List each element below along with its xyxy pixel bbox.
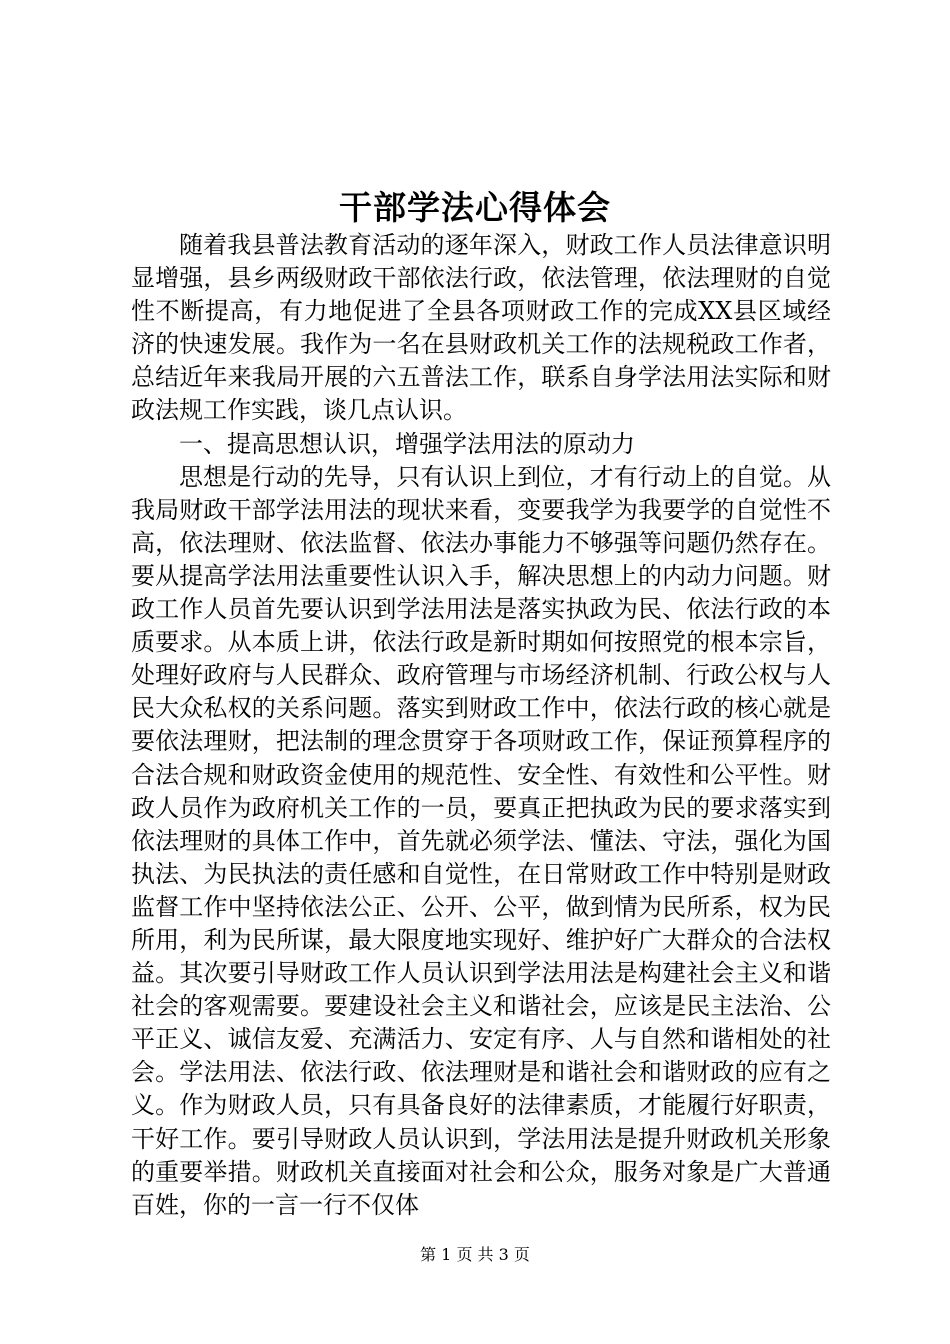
paragraph-section-1: 思想是行动的先导，只有认识上到位，才有行动上的自觉。从我局财政干部学法用法的现状来看，变要我学为我要学的自觉性不高，依法理财、依法监督、依法办事能力不够强等问题仍然存在。要从提高学法用法重要性认识入手，解决思想上的内动力问题。财政工作人员首先要认识到学法用法是落实执政为民、依法行政的本质要求。从本质上讲，依法行政是新时期如何按照党的根本宗旨，处理好政府与人民群众、政府管理与市场经济机制、行政公权与人民大众私权的关系问题。落实到财政工作中，依法行政的核心就是要依法理财，把法制的理念贯穿于各项财政工作，保证预算程序的合法合规和财政资金使用的规范性、安全性、有效性和公平性。财政人员作为政府机关工作的一员，要真正把执政为民的要求落实到依法理财的具体工作中，首先就必须学法、懂法、守法，强化为国执法、为民执法的责任感和自觉性，在日常财政工作中特别是财政监督工作中坚持依法公正、公开、公平，做到情为民所系，权为民所用，利为民所谋，最大限度地实现好、维护好广大群众的合法权益。其次要引导财政工作人员认识到学法用法是构建社会主义和谐社会的客观需要。要建设社会主义和谐社会，应该是民主法治、公平正义、诚信友爱、充满活力、安定有序、人与自然和谐相处的社会。学法用法、依法行政、依法理财是和谐社会和谐财政的应有之义。作为财政人员，只有具备良好的法律素质，才能履行好职责，干好工作。要引导财政人员认识到，学法用法是提升财政机关形象的重要举措。财政机关直接面对社会和公众，服务对象是广大普通百姓，你的一言一行不仅体 [131,462,831,1219]
page-number-footer: 第 1 页 共 3 页 [420,1245,530,1264]
document-body [131,229,831,1222]
paragraph-intro: 随着我县普法教育活动的逐年深入，财政工作人员法律意识明显增强，县乡两级财政干部依法行政，依法管理，依法理财的自觉性不断提高，有力地促进了全县各项财政工作的完成XX县区域经济的快速发展。我作为一名在县财政机关工作的法规税政工作者，总结近年来我局开展的六五普法工作，联系自身学法用法实际和财政法规工作实践，谈几点认识。 [131,231,831,425]
section-heading-1: 一、提高思想认识，增强学法用法的原动力 [179,429,635,458]
document-title: 干部学法心得体会 [339,188,611,227]
